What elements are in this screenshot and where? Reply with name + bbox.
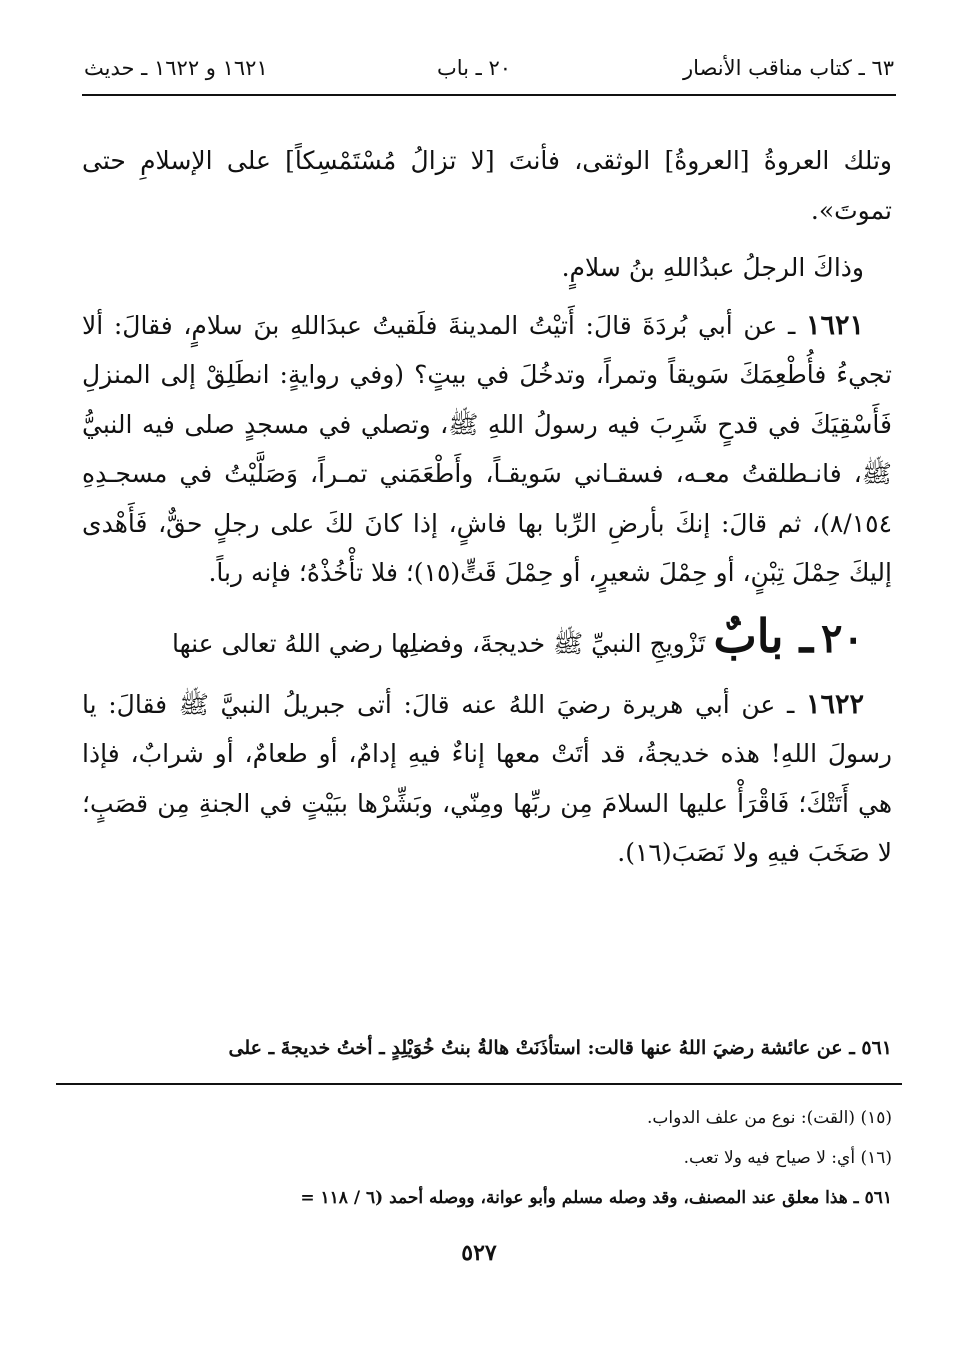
running-header [84, 56, 894, 92]
hadith-text: ـ عن أبي بُردَةَ قالَ: أَتيْتُ المدينةَ فلَقيتُ عبدَاللهِ بنَ سلامٍ، فقالَ: ألا تجيءُ فأُطْعِمَكَ سَويقاً وتمراً، وتدخُلَ في بيتٍ؟ (وفي روايةٍ: انطَلِقْ إلى المنزلِ فَأَسْقِيَكَ في قدحٍ شَرِبَ فيه رسولُ اللهِ ﷺ، وتصلي في مسجدٍ صلى فيه النبيُّ ﷺ، فانـطلقتُ معـه، فسقـاني سَويقـاً، وأَطْعَمَني تمـراً، وَصَلَّيْتُ في مسجـدِهِ ٨/١٥٤)، ثم قالَ: إنكَ بأرضِ الرِّبا بها فاشٍ، إذا كانَ لكَ على رجلٍ حقٌّ، فَأَهْدى إليكَ حِمْلَ تِبْنٍ، أو حِمْلَ شعيرٍ، أو حِمْلَ قَتٍّ(١٥)؛ فلا تأْخُذْهُ؛ فإنه رباً. [82, 310, 892, 587]
footnote-15: (١٥) (القت): نوع من علف الدواب. [647, 1108, 892, 1128]
chapter-title: تَزْويجِ النبيِّ ﷺ خديجةَ، وفضلِها رضي اللهُ تعالى عنها [171, 628, 706, 658]
footnote-divider [56, 1083, 902, 1085]
footnote-561: ٥٦١ ـ هذا معلق عند المصنف، وقد وصله مسلم وأبو عوانة، ووصله أحمد (٦ / ١١٨ = [300, 1188, 892, 1208]
paragraph-narrator-note: وذاكَ الرجلُ عبدُاللهِ بنُ سلامٍ. [561, 253, 864, 282]
hadith-1621 [82, 301, 892, 598]
short-hadith-561: ٥٦١ ـ عن عائشة رضيَ اللهُ عنها قالت: استأذَنَتْ هالةُ بنتُ خُوَيْلِدٍ ـ أختُ خديجةَ ـ على [228, 1037, 892, 1059]
chapter-heading [82, 608, 892, 672]
chapter-number: ٢٠ [821, 614, 864, 662]
footnote-16: (١٦) أي: لا صياح فيه ولا تعب. [683, 1148, 892, 1168]
main-text [82, 136, 892, 878]
hadith-number: ١٦٢٢ [805, 688, 864, 720]
footnotes [56, 1098, 892, 1218]
header-divider [82, 94, 896, 96]
paragraph-continuation: وتلك العروةُ [العروةُ] الوثقى، فأنتَ [لا تزالُ مُسْتَمْسِكاً] على الإسلامِ حتى تموتَ». [82, 146, 892, 225]
hadith-text: ـ عن أبي هريرة رضيَ اللهُ عنه قالَ: أتى جبريلُ النبيَّ ﷺ فقالَ: يا رسولَ اللهِ! هذه خديجةُ، قد أتَتْ معها إناءٌ فيهِ إدامٌ، أو طعامٌ، أو شرابٌ، فإذا هي أَتَتْكَ؛ فَاقْرَأْ عليها السلامَ مِن ربِّها ومِنّي، وبَشِّرْها ببَيْتٍ في الجنةِ مِن قصَبٍ؛ لا صَخَبَ فيهِ ولا نَصَبَ(١٦). [82, 689, 892, 867]
header-hadith-range: ١٦٢١ و ١٦٢٢ ـ حديث [84, 56, 268, 80]
hadith-1622 [82, 680, 892, 878]
hadith-number: ١٦٢١ [806, 309, 865, 341]
chapter-word: ـ بابٌ [713, 608, 814, 663]
header-book-title: ٦٣ ـ كتاب مناقب الأنصار [683, 56, 894, 80]
header-chapter: ٢٠ ـ باب [436, 56, 512, 80]
page-number: ٥٢٧ [461, 1240, 497, 1266]
